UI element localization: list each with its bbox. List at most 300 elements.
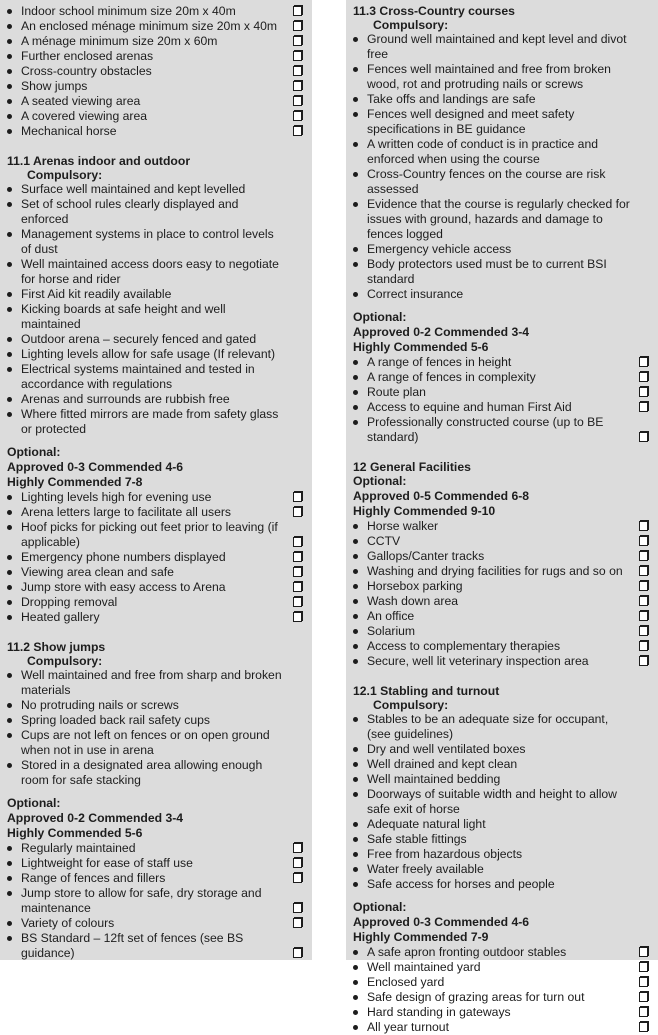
list-item-text: Fences well maintained and free from broken wood, rot and protruding nails or screws [367, 62, 611, 91]
bullet-icon [353, 360, 358, 365]
bullet-icon [7, 69, 12, 74]
facilities-checklist [7, 4, 304, 139]
checkbox-icon[interactable] [293, 507, 302, 517]
bullet-icon [7, 570, 12, 575]
bullet-icon [353, 599, 358, 604]
checkbox-icon[interactable] [639, 387, 648, 397]
bullet-icon [353, 67, 358, 72]
checkbox-icon[interactable] [293, 873, 302, 883]
list-item [7, 407, 304, 437]
compulsory-list [353, 712, 650, 892]
bullet-icon [353, 629, 358, 634]
list-item [353, 624, 650, 639]
list-item-text: Doorways of suitable width and height to allow safe exit of horse [367, 787, 617, 816]
optional-list [353, 945, 650, 1035]
list-item [353, 137, 650, 167]
bullet-icon [353, 390, 358, 395]
bullet-icon [7, 39, 12, 44]
list-item [353, 1020, 650, 1035]
checkbox-icon[interactable] [293, 612, 302, 622]
list-item-text: Indoor school minimum size 20m x 40m [21, 4, 236, 18]
list-item [353, 1005, 650, 1020]
bullet-icon [7, 54, 12, 59]
left-column [0, 0, 312, 960]
list-item [353, 945, 650, 960]
list-item [7, 64, 304, 79]
compulsory-list [7, 182, 304, 437]
compulsory-list [7, 668, 304, 788]
list-item [7, 550, 304, 565]
list-item-text: Emergency vehicle access [367, 242, 512, 256]
list-item [7, 79, 304, 94]
list-item [7, 520, 304, 550]
bullet-icon [7, 352, 12, 357]
checkbox-icon[interactable] [639, 536, 648, 546]
list-item-text: No protruding nails or screws [21, 698, 179, 712]
checkbox-icon[interactable] [639, 596, 648, 606]
list-item [353, 862, 650, 877]
list-item [7, 610, 304, 625]
list-item-text: Hard standing in gateways [367, 1005, 511, 1019]
bullet-icon [7, 337, 12, 342]
bullet-icon [353, 1010, 358, 1015]
list-item [7, 505, 304, 520]
list-item [7, 34, 304, 49]
list-item-text: Washing and drying facilities for rugs and so on [367, 564, 623, 578]
list-item [353, 712, 650, 742]
bullet-icon [7, 367, 12, 372]
checkbox-icon[interactable] [639, 992, 648, 1002]
list-item-text: Range of fences and fillers [21, 871, 166, 885]
bullet-icon [353, 867, 358, 872]
list-item-text: Safe access for horses and people [367, 877, 555, 891]
list-item [353, 400, 650, 415]
list-item-text: Variety of colours [21, 916, 115, 930]
bullet-icon [353, 1025, 358, 1030]
section-stabling [353, 684, 650, 1035]
list-item-text: Well maintained yard [367, 960, 481, 974]
list-item-text: CCTV [367, 534, 401, 548]
list-item-text: Lighting levels allow for safe usage (If relevant) [21, 347, 276, 361]
rating-line: Approved 0-2 Commended 3-4 [7, 811, 184, 825]
list-item [353, 107, 650, 137]
list-item-text: Lightweight for ease of staff use [21, 856, 193, 870]
bullet-icon [353, 747, 358, 752]
list-item-text: Surface well maintained and kept levelled [21, 182, 246, 196]
checkbox-icon[interactable] [639, 581, 648, 591]
bullet-icon [353, 995, 358, 1000]
list-item-text: Mechanical horse [21, 124, 117, 138]
bullet-icon [7, 84, 12, 89]
checkbox-icon[interactable] [293, 948, 302, 958]
list-item-text: Outdoor arena – securely fenced and gated [21, 332, 257, 346]
list-item-text: A range of fences in complexity [367, 370, 536, 384]
checkbox-icon[interactable] [293, 567, 302, 577]
bullet-icon [7, 114, 12, 119]
list-item [353, 32, 650, 62]
bullet-icon [7, 763, 12, 768]
bullet-icon [353, 539, 358, 544]
section-heading: 11.3 Cross-Country courses [353, 4, 515, 18]
list-item-text: Arenas and surrounds are rubbish free [21, 392, 230, 406]
list-item [353, 549, 650, 564]
list-item [7, 728, 304, 758]
list-item-text: Ground well maintained and kept level and divot free [367, 32, 627, 61]
bullet-icon [7, 307, 12, 312]
bullet-icon [353, 405, 358, 410]
bullet-icon [353, 202, 358, 207]
optional-list [353, 519, 650, 669]
checkbox-icon[interactable] [639, 611, 648, 621]
checkbox-icon[interactable] [639, 626, 648, 636]
rating-line: Highly Commended 5-6 [7, 826, 143, 840]
list-item [7, 197, 304, 227]
list-item-text: Solarium [367, 624, 416, 638]
list-item [7, 916, 304, 931]
list-item-text: Arena letters large to facilitate all users [21, 505, 231, 519]
bullet-icon [353, 852, 358, 857]
checkbox-icon[interactable] [639, 947, 648, 957]
list-item [7, 124, 304, 139]
bullet-icon [353, 965, 358, 970]
list-item [7, 19, 304, 34]
list-item-text: BS Standard – 12ft set of fences (see BS guidance) [21, 931, 244, 960]
list-item [353, 579, 650, 594]
checkbox-icon[interactable] [293, 111, 302, 121]
list-item [353, 415, 650, 445]
bullet-icon [7, 510, 12, 515]
checkbox-icon[interactable] [293, 903, 302, 913]
checkbox-icon[interactable] [293, 66, 302, 76]
list-item-text: An enclosed ménage minimum size 20m x 40m [21, 19, 278, 33]
optional-list [7, 490, 304, 625]
list-item-text: Show jumps [21, 79, 88, 93]
checkbox-icon[interactable] [639, 551, 648, 561]
checkbox-icon[interactable] [639, 357, 648, 367]
compulsory-label: Compulsory: [373, 18, 449, 32]
optional-label: Optional: [353, 900, 407, 914]
list-item-text: Dry and well ventilated boxes [367, 742, 526, 756]
bullet-icon [353, 375, 358, 380]
checkbox-icon[interactable] [639, 1007, 648, 1017]
list-item [353, 519, 650, 534]
checkbox-icon[interactable] [293, 21, 302, 31]
list-item-text: Water freely available [367, 862, 484, 876]
bullet-icon [7, 412, 12, 417]
checkbox-icon[interactable] [293, 81, 302, 91]
list-item-text: Heated gallery [21, 610, 100, 624]
section-cross-country [353, 4, 650, 445]
bullet-icon [353, 980, 358, 985]
list-item-text: Free from hazardous objects [367, 847, 523, 861]
list-item [7, 490, 304, 505]
list-item-text: Professionally constructed course (up to BE standard) [367, 415, 604, 444]
list-item-text: A written code of conduct is in practice and enforced when using the course [367, 137, 599, 166]
bullet-icon [7, 921, 12, 926]
list-item [353, 355, 650, 370]
list-item [7, 109, 304, 124]
list-item-text: Regularly maintained [21, 841, 136, 855]
list-item [353, 594, 650, 609]
list-item [7, 257, 304, 287]
bullet-icon [353, 292, 358, 297]
bullet-icon [353, 172, 358, 177]
list-item-text: A ménage minimum size 20m x 60m [21, 34, 218, 48]
optional-list [353, 355, 650, 445]
list-item [353, 832, 650, 847]
list-item [353, 242, 650, 257]
rating-line: Approved 0-2 Commended 3-4 [353, 325, 530, 339]
optional-label: Optional: [353, 474, 407, 488]
checkbox-icon[interactable] [293, 492, 302, 502]
compulsory-label: Compulsory: [27, 654, 103, 668]
checklist-items [7, 4, 304, 139]
bullet-icon [7, 555, 12, 560]
bullet-icon [353, 792, 358, 797]
list-item-text: Enclosed yard [367, 975, 445, 989]
bullet-icon [353, 554, 358, 559]
checkbox-icon[interactable] [293, 96, 302, 106]
list-item [7, 698, 304, 713]
bullet-icon [7, 24, 12, 29]
bullet-icon [7, 673, 12, 678]
bullet-icon [7, 9, 12, 14]
list-item [7, 49, 304, 64]
list-item [353, 287, 650, 302]
checkbox-icon[interactable] [293, 918, 302, 928]
bullet-icon [7, 846, 12, 851]
bullet-icon [7, 585, 12, 590]
optional-list [7, 841, 304, 961]
rating-line: Approved 0-5 Commended 6-8 [353, 489, 530, 503]
list-item-text: Lighting levels high for evening use [21, 490, 212, 504]
list-item-text: Well maintained access doors easy to negotiate for horse and rider [21, 257, 279, 286]
list-item-text: Body protectors used must be to current BSI standard [367, 257, 607, 286]
list-item [7, 931, 304, 961]
list-item [7, 886, 304, 916]
bullet-icon [353, 837, 358, 842]
section-heading: 12.1 Stabling and turnout [353, 684, 500, 698]
bullet-icon [353, 569, 358, 574]
list-item [7, 332, 304, 347]
list-item [353, 847, 650, 862]
list-item [353, 757, 650, 772]
list-item [353, 975, 650, 990]
list-item [7, 871, 304, 886]
rating-line: Approved 0-3 Commended 4-6 [353, 915, 530, 929]
list-item [7, 841, 304, 856]
bullet-icon [353, 644, 358, 649]
bullet-icon [7, 525, 12, 530]
list-item [7, 182, 304, 197]
list-item [353, 639, 650, 654]
list-item-text: Horsebox parking [367, 579, 463, 593]
list-item-text: Spring loaded back rail safety cups [21, 713, 211, 727]
list-item-text: Access to complementary therapies [367, 639, 561, 653]
bullet-icon [7, 262, 12, 267]
checkbox-icon[interactable] [639, 962, 648, 972]
list-item-text: Secure, well lit veterinary inspection area [367, 654, 589, 668]
list-item [353, 92, 650, 107]
list-item-text: Take offs and landings are safe [367, 92, 536, 106]
checkbox-icon[interactable] [293, 552, 302, 562]
list-item [7, 4, 304, 19]
list-item [7, 302, 304, 332]
bullet-icon [353, 614, 358, 619]
bullet-icon [7, 232, 12, 237]
list-item [353, 877, 650, 892]
list-item [7, 580, 304, 595]
optional-label: Optional: [7, 796, 61, 810]
checkbox-icon[interactable] [293, 843, 302, 853]
list-item [353, 960, 650, 975]
list-item-text: A covered viewing area [21, 109, 148, 123]
bullet-icon [7, 861, 12, 866]
bullet-icon [7, 600, 12, 605]
bullet-icon [353, 247, 358, 252]
compulsory-list [353, 32, 650, 302]
list-item [353, 167, 650, 197]
list-item-text: Safe design of grazing areas for turn out [367, 990, 585, 1004]
list-item-text: Stored in a designated area allowing enough room for safe stacking [21, 758, 263, 787]
checkbox-icon[interactable] [639, 521, 648, 531]
list-item-text: Correct insurance [367, 287, 464, 301]
list-item-text: Well maintained bedding [367, 772, 501, 786]
bullet-icon [7, 718, 12, 723]
checkbox-icon[interactable] [639, 402, 648, 412]
list-item [7, 94, 304, 109]
bullet-icon [7, 187, 12, 192]
bullet-icon [353, 950, 358, 955]
checkbox-icon[interactable] [639, 566, 648, 576]
checkbox-icon[interactable] [293, 858, 302, 868]
checkbox-icon[interactable] [639, 641, 648, 651]
compulsory-label: Compulsory: [27, 168, 103, 182]
bullet-icon [353, 762, 358, 767]
bullet-icon [7, 936, 12, 941]
bullet-icon [353, 262, 358, 267]
list-item [353, 609, 650, 624]
list-item-text: Jump store to allow for safe, dry storage and maintenance [21, 886, 262, 915]
list-item [353, 370, 650, 385]
bullet-icon [7, 129, 12, 134]
list-item-text: Route plan [367, 385, 426, 399]
bullet-icon [7, 733, 12, 738]
checkbox-icon[interactable] [293, 537, 302, 547]
list-item [353, 257, 650, 287]
section-show-jumps [7, 640, 304, 961]
list-item [7, 287, 304, 302]
bullet-icon [7, 876, 12, 881]
checkbox-icon[interactable] [639, 1022, 648, 1032]
checkbox-icon[interactable] [639, 977, 648, 987]
checkbox-icon[interactable] [293, 6, 302, 16]
bullet-icon [7, 202, 12, 207]
list-item [353, 385, 650, 400]
list-item-text: A safe apron fronting outdoor stables [367, 945, 567, 959]
rating-line: Approved 0-3 Commended 4-6 [7, 460, 184, 474]
list-item [353, 772, 650, 787]
list-item [353, 654, 650, 669]
list-item [7, 713, 304, 728]
checkbox-icon[interactable] [639, 372, 648, 382]
list-item [7, 856, 304, 871]
list-item-text: Fences well designed and meet safety specifications in BE guidance [367, 107, 575, 136]
optional-label: Optional: [353, 310, 407, 324]
bullet-icon [7, 292, 12, 297]
list-item-text: Safe stable fittings [367, 832, 467, 846]
bullet-icon [353, 584, 358, 589]
list-item [353, 62, 650, 92]
list-item-text: Hoof picks for picking out feet prior to leaving (if applicable) [21, 520, 278, 549]
list-item-text: A range of fences in height [367, 355, 512, 369]
list-item [7, 362, 304, 392]
list-item-text: Well maintained and free from sharp and broken materials [21, 668, 282, 697]
section-heading: 11.2 Show jumps [7, 640, 106, 654]
list-item [353, 564, 650, 579]
list-item [7, 392, 304, 407]
list-item-text: Cross-Country fences on the course are risk assessed [367, 167, 606, 196]
list-item-text: Cups are not left on fences or on open ground when not in use in arena [21, 728, 270, 757]
section-arenas [7, 154, 304, 625]
bullet-icon [353, 37, 358, 42]
list-item-text: All year turnout [367, 1020, 449, 1034]
list-item-text: Horse walker [367, 519, 439, 533]
list-item [7, 227, 304, 257]
list-item-text: Wash down area [367, 594, 459, 608]
list-item-text: Further enclosed arenas [21, 49, 154, 63]
rating-line: Highly Commended 7-9 [353, 930, 489, 944]
list-item-text: Evidence that the course is regularly checked for issues with ground, hazards and damage to fences logged [367, 197, 630, 241]
bullet-icon [353, 717, 358, 722]
bullet-icon [7, 703, 12, 708]
checkbox-icon[interactable] [293, 51, 302, 61]
list-item-text: Gallops/Canter tracks [367, 549, 485, 563]
checkbox-icon[interactable] [293, 582, 302, 592]
section-heading: 12 General Facilities [353, 460, 471, 474]
list-item [7, 347, 304, 362]
list-item [7, 758, 304, 788]
list-item-text: First Aid kit readily available [21, 287, 172, 301]
checkbox-icon[interactable] [293, 126, 302, 136]
list-item [353, 742, 650, 757]
rating-line: Highly Commended 7-8 [7, 475, 143, 489]
bullet-icon [7, 99, 12, 104]
list-item-text: Jump store with easy access to Arena [21, 580, 226, 594]
list-item-text: Where fitted mirrors are made from safety glass or protected [21, 407, 279, 436]
bullet-icon [353, 777, 358, 782]
bullet-icon [353, 659, 358, 664]
rating-line: Highly Commended 5-6 [353, 340, 489, 354]
list-item-text: A seated viewing area [21, 94, 141, 108]
checkbox-icon[interactable] [639, 656, 648, 666]
optional-label: Optional: [7, 445, 61, 459]
list-item-text: Kicking boards at safe height and well maintained [21, 302, 226, 331]
bullet-icon [353, 822, 358, 827]
list-item-text: Stables to be an adequate size for occupant, (see guidelines) [367, 712, 609, 741]
checkbox-icon[interactable] [639, 432, 648, 442]
list-item-text: Access to equine and human First Aid [367, 400, 572, 414]
bullet-icon [353, 420, 358, 425]
bullet-icon [353, 97, 358, 102]
list-item [353, 787, 650, 817]
list-item [353, 990, 650, 1005]
bullet-icon [7, 891, 12, 896]
list-item-text: Adequate natural light [367, 817, 486, 831]
checkbox-icon[interactable] [293, 36, 302, 46]
checkbox-icon[interactable] [293, 597, 302, 607]
bullet-icon [353, 142, 358, 147]
